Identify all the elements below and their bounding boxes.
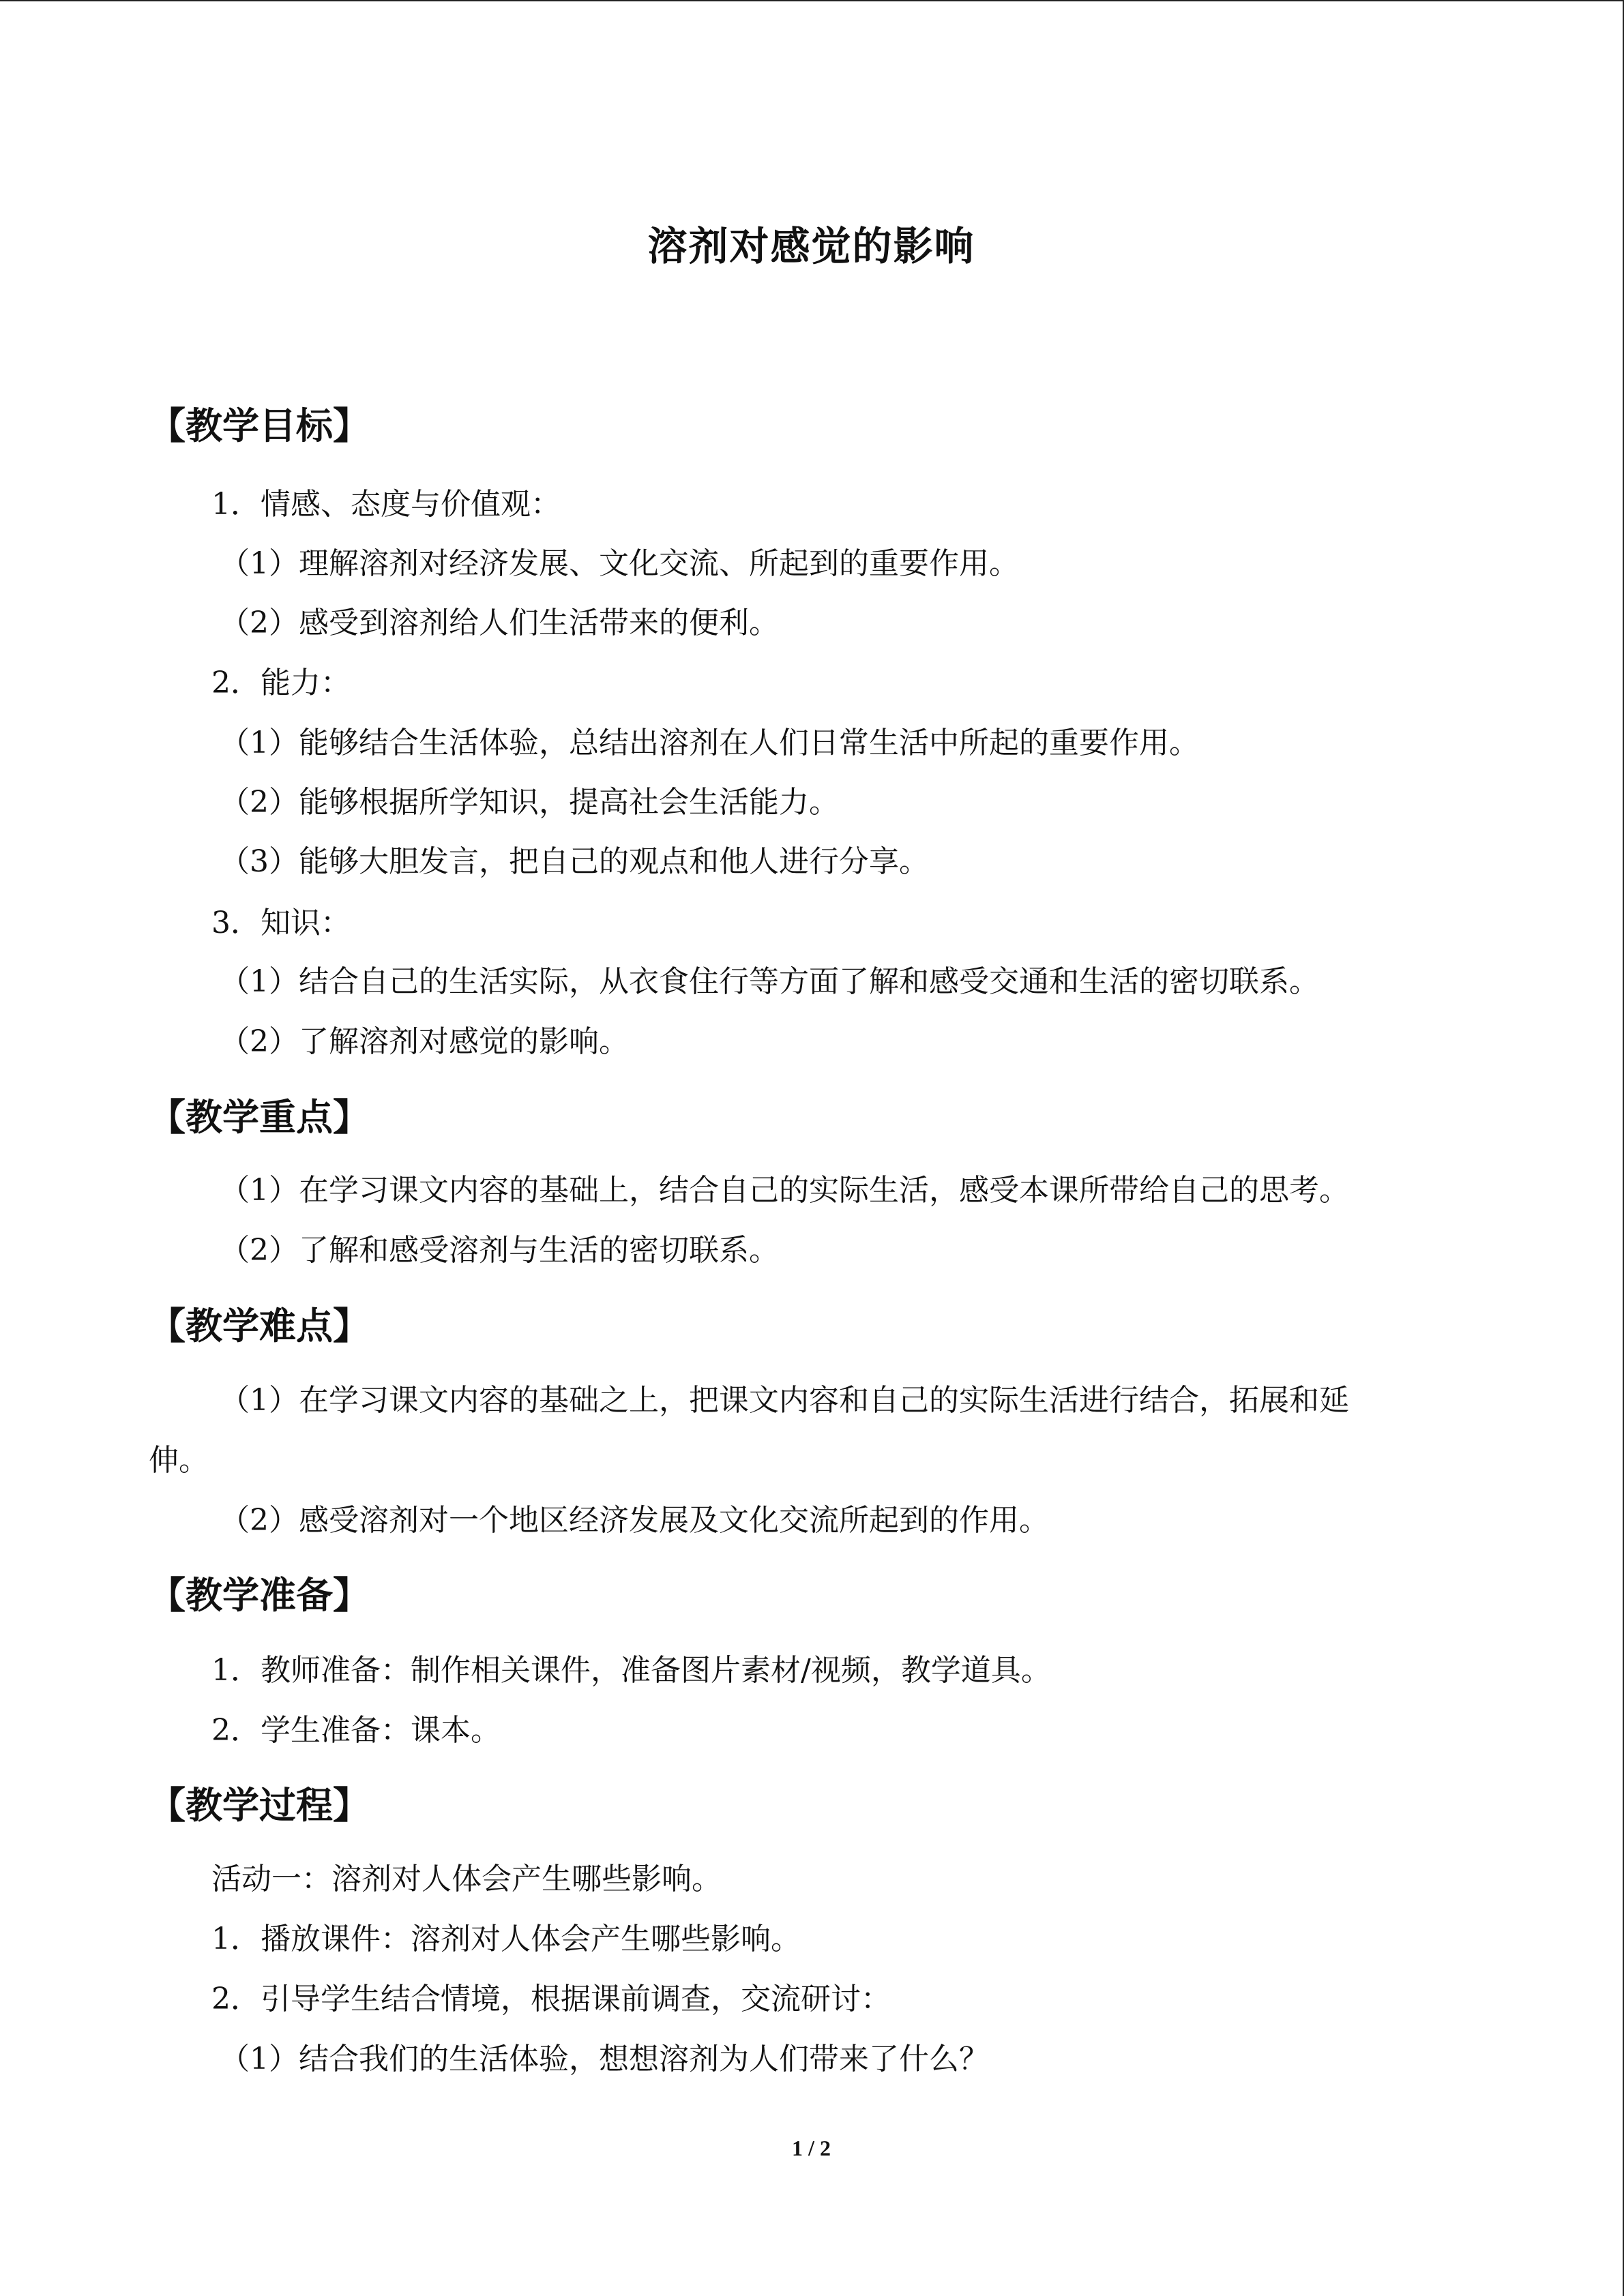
paragraph-line: （2）能够根据所学知识，提高社会生活能力。 xyxy=(220,785,839,820)
paragraph-line: 1．播放课件：溶剂对人体会产生哪些影响。 xyxy=(211,1922,801,1956)
paragraph-line: （1）理解溶剂对经济发展、文化交流、所起到的重要作用。 xyxy=(220,546,1019,581)
document-title: 溶剂对感觉的影响 xyxy=(647,223,975,269)
section-heading-difficulties: 【教学难点】 xyxy=(149,1304,370,1347)
paragraph-line: （2）了解和感受溶剂与生活的密切联系。 xyxy=(220,1233,779,1268)
paragraph-line: （1）结合我们的生活体验，想想溶剂为人们带来了什么？ xyxy=(220,2042,989,2076)
paragraph-line: （1）能够结合生活体验，总结出溶剂在人们日常生活中所起的重要作用。 xyxy=(220,726,1199,760)
section-heading-key-points: 【教学重点】 xyxy=(149,1096,370,1139)
paragraph-line: 3．知识： xyxy=(211,906,351,940)
paragraph-line: 2．引导学生结合情境，根据课前调查，交流研讨： xyxy=(211,1982,891,2016)
paragraph-line: 活动一：溶剂对人体会产生哪些影响。 xyxy=(211,1862,722,1896)
paragraph-line: （2）感受到溶剂给人们生活带来的便利。 xyxy=(220,606,779,640)
section-heading-process: 【教学过程】 xyxy=(149,1784,370,1827)
paragraph-line: 2．能力： xyxy=(211,666,351,700)
section-heading-preparation: 【教学准备】 xyxy=(149,1574,370,1617)
paragraph-line: （2）了解溶剂对感觉的影响。 xyxy=(220,1024,629,1059)
paragraph-line: （3）能够大胆发言，把自己的观点和他人进行分享。 xyxy=(220,844,929,879)
page-number: 1 / 2 xyxy=(792,2136,831,2160)
paragraph-line: （2）感受溶剂对一个地区经济发展及文化交流所起到的作用。 xyxy=(220,1503,1049,1538)
section-heading-goals: 【教学目标】 xyxy=(149,404,370,447)
paragraph-line: （1）结合自己的生活实际，从衣食住行等方面了解和感受交通和生活的密切联系。 xyxy=(220,964,1319,999)
paragraph-line: （1）在学习课文内容的基础上，结合自己的实际生活，感受本课所带给自己的思考。 xyxy=(220,1173,1349,1208)
paragraph-line: 1．教师准备：制作相关课件，准备图片素材/视频，教学道具。 xyxy=(211,1653,1051,1688)
paragraph-line: 伸。 xyxy=(149,1443,209,1478)
paragraph-line: 2．学生准备：课本。 xyxy=(211,1713,501,1748)
paragraph-line: （1）在学习课文内容的基础之上，把课文内容和自己的实际生活进行结合，拓展和延 xyxy=(220,1383,1349,1418)
paragraph-line: 1．情感、态度与价值观： xyxy=(211,487,561,522)
